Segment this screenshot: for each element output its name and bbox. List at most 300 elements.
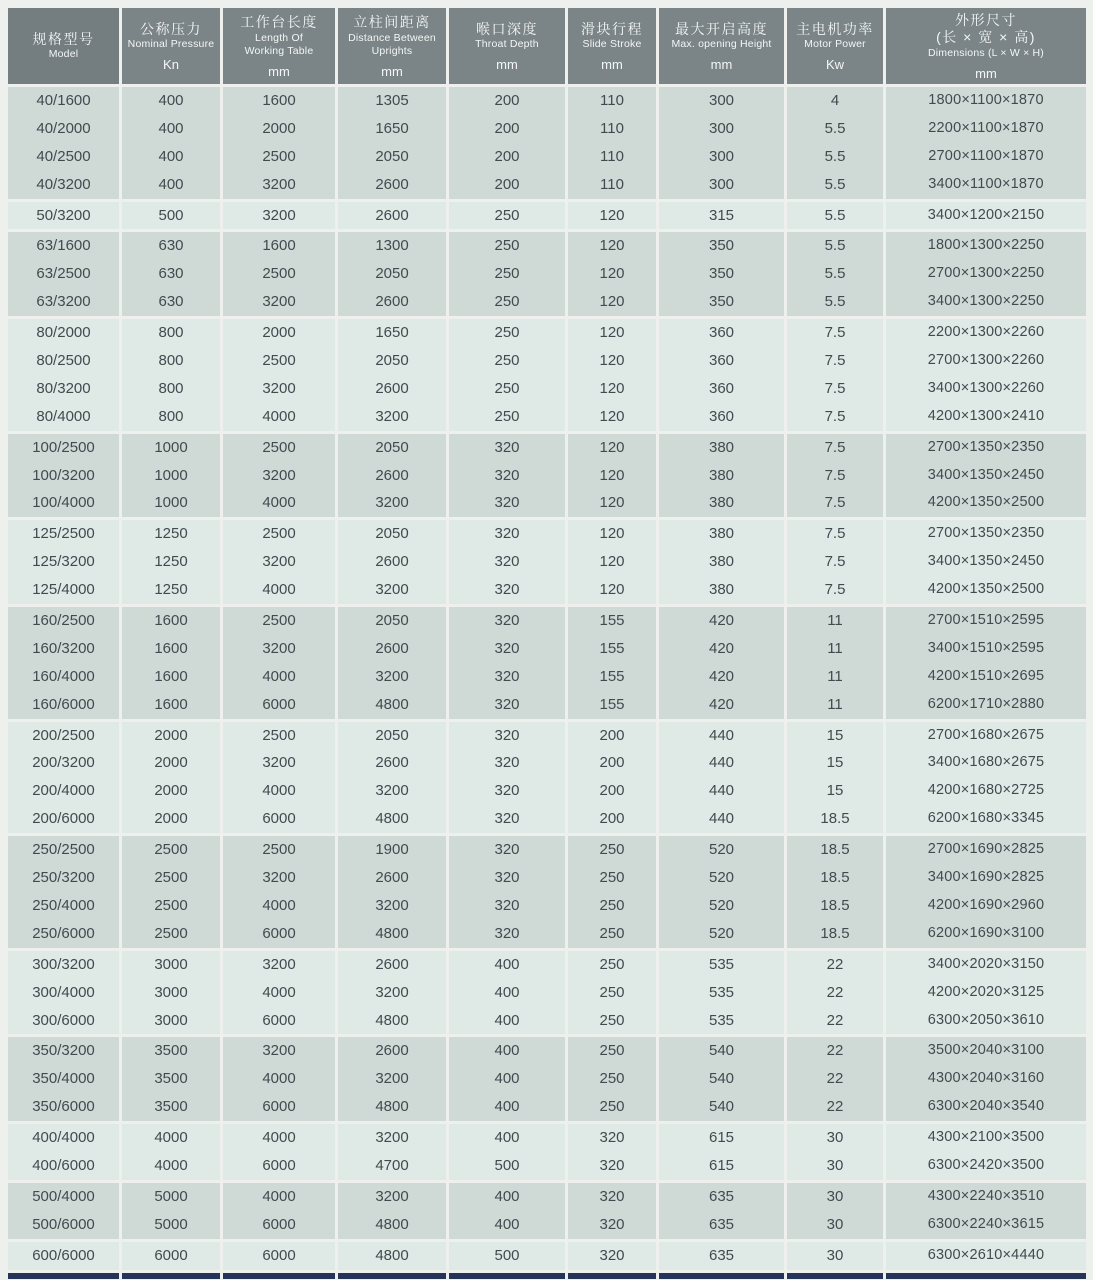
- model-group: [8, 836, 1086, 948]
- model-group: [8, 951, 1086, 1035]
- cell-uprights-distance: 4800: [338, 1093, 446, 1121]
- column-header-slide-stroke: [568, 8, 656, 84]
- cell-max-opening-height: 300: [659, 115, 784, 143]
- cell-dimensions: 4200×2020×3125: [886, 979, 1086, 1007]
- cell-table-length: 6000: [223, 691, 335, 719]
- cell-motor-power: 15: [787, 749, 883, 777]
- cell-model: 500/4000: [8, 1183, 119, 1211]
- cell-max-opening-height: 540: [659, 1093, 784, 1121]
- cell-table-length: 1600: [223, 87, 335, 115]
- cell-dimensions: 2700×1690×2825: [886, 836, 1086, 864]
- cell-dimensions: 4200×1690×2960: [886, 892, 1086, 920]
- column-header-throat-depth-zh: 喉口深度: [476, 20, 538, 37]
- column-header-max-opening-height-zh: 最大开启高度: [675, 20, 768, 37]
- cell-nominal-pressure: 4000: [122, 1152, 220, 1180]
- cell-throat-depth: 320: [449, 920, 565, 948]
- cell-model: 400/6000: [8, 1152, 119, 1180]
- cell-dimensions: 3400×1510×2595: [886, 635, 1086, 663]
- cell-throat-depth: 400: [449, 1093, 565, 1121]
- cell-motor-power: 22: [787, 1007, 883, 1035]
- cell-max-opening-height: 380: [659, 548, 784, 576]
- cell-uprights-distance: 2050: [338, 143, 446, 171]
- cell-slide-stroke: 120: [568, 375, 656, 403]
- cell-motor-power: 22: [787, 1065, 883, 1093]
- column-header-motor-power-en: Motor Power: [804, 38, 866, 51]
- cell-throat-depth: 250: [449, 347, 565, 375]
- model-group: [8, 434, 1086, 518]
- cell-throat-depth: 320: [449, 576, 565, 604]
- cell-motor-power: 5.5: [787, 260, 883, 288]
- cell-table-length: 3200: [223, 635, 335, 663]
- column-header-table-length-en: Length Of: [255, 31, 303, 44]
- cell-model: 200/3200: [8, 749, 119, 777]
- cell-uprights-distance: 2050: [338, 260, 446, 288]
- cell-table-length: 3200: [223, 749, 335, 777]
- cell-max-opening-height: 360: [659, 375, 784, 403]
- cell-uprights-distance: 2600: [338, 635, 446, 663]
- cell-nominal-pressure: 3500: [122, 1037, 220, 1065]
- cell-nominal-pressure: 1000: [122, 434, 220, 462]
- cell-nominal-pressure: 800: [122, 347, 220, 375]
- cell-dimensions: 3400×1300×2260: [886, 375, 1086, 403]
- cell-max-opening-height: 535: [659, 1007, 784, 1035]
- cell-nominal-pressure: 1250: [122, 548, 220, 576]
- column-header-max-opening-height: [659, 8, 784, 84]
- cell-motor-power: 11: [787, 663, 883, 691]
- cell-table-length: 2500: [223, 722, 335, 750]
- cell-dimensions: 6300×2050×3610: [886, 1007, 1086, 1035]
- cell-motor-power: 7.5: [787, 347, 883, 375]
- cell-dimensions: 3500×2040×3100: [886, 1037, 1086, 1065]
- cell-nominal-pressure: 630: [122, 260, 220, 288]
- column-header-nominal-pressure-unit: Kn: [163, 57, 179, 73]
- cell-max-opening-height: 350: [659, 288, 784, 316]
- cell-table-length: 2500: [223, 347, 335, 375]
- cell-throat-depth: 500: [449, 1152, 565, 1180]
- cell-max-opening-height: 440: [659, 805, 784, 833]
- cell-throat-depth: 320: [449, 836, 565, 864]
- bottom-accent-segment: [449, 1273, 565, 1279]
- cell-table-length: 6000: [223, 1152, 335, 1180]
- cell-nominal-pressure: 2500: [122, 892, 220, 920]
- cell-max-opening-height: 350: [659, 260, 784, 288]
- model-group: [8, 722, 1086, 834]
- cell-dimensions: 3400×1350×2450: [886, 462, 1086, 490]
- cell-table-length: 2000: [223, 319, 335, 347]
- cell-model: 350/3200: [8, 1037, 119, 1065]
- cell-throat-depth: 400: [449, 951, 565, 979]
- cell-slide-stroke: 250: [568, 1093, 656, 1121]
- cell-uprights-distance: 3200: [338, 489, 446, 517]
- cell-table-length: 4000: [223, 403, 335, 431]
- cell-table-length: 2500: [223, 607, 335, 635]
- column-header-uprights-distance-zh: 立柱间距离: [353, 14, 431, 31]
- cell-slide-stroke: 200: [568, 722, 656, 750]
- model-group: [8, 520, 1086, 604]
- cell-dimensions: 6300×2240×3615: [886, 1211, 1086, 1239]
- cell-motor-power: 22: [787, 1093, 883, 1121]
- cell-uprights-distance: 1300: [338, 232, 446, 260]
- cell-uprights-distance: 1650: [338, 115, 446, 143]
- cell-table-length: 2500: [223, 520, 335, 548]
- cell-max-opening-height: 635: [659, 1242, 784, 1270]
- column-header-max-opening-height-en: Max. opening Height: [671, 38, 772, 51]
- cell-slide-stroke: 120: [568, 489, 656, 517]
- cell-uprights-distance: 3200: [338, 892, 446, 920]
- cell-nominal-pressure: 2000: [122, 777, 220, 805]
- cell-slide-stroke: 120: [568, 232, 656, 260]
- cell-throat-depth: 320: [449, 462, 565, 490]
- cell-throat-depth: 320: [449, 749, 565, 777]
- cell-motor-power: 5.5: [787, 171, 883, 199]
- cell-max-opening-height: 420: [659, 635, 784, 663]
- cell-motor-power: 18.5: [787, 892, 883, 920]
- cell-throat-depth: 320: [449, 777, 565, 805]
- cell-dimensions: 6200×1690×3100: [886, 920, 1086, 948]
- cell-table-length: 4000: [223, 979, 335, 1007]
- cell-slide-stroke: 200: [568, 777, 656, 805]
- cell-max-opening-height: 380: [659, 576, 784, 604]
- cell-max-opening-height: 380: [659, 462, 784, 490]
- cell-uprights-distance: 2600: [338, 1037, 446, 1065]
- cell-slide-stroke: 120: [568, 434, 656, 462]
- cell-uprights-distance: 2600: [338, 462, 446, 490]
- cell-throat-depth: 200: [449, 87, 565, 115]
- cell-dimensions: 4300×2240×3510: [886, 1183, 1086, 1211]
- cell-nominal-pressure: 1250: [122, 520, 220, 548]
- cell-motor-power: 5.5: [787, 202, 883, 230]
- cell-motor-power: 30: [787, 1211, 883, 1239]
- cell-motor-power: 11: [787, 607, 883, 635]
- model-group: [8, 1183, 1086, 1239]
- model-group: [8, 319, 1086, 431]
- cell-motor-power: 18.5: [787, 920, 883, 948]
- cell-dimensions: 6200×1710×2880: [886, 691, 1086, 719]
- cell-model: 40/1600: [8, 87, 119, 115]
- cell-nominal-pressure: 500: [122, 202, 220, 230]
- column-header-table-length: [223, 8, 335, 84]
- column-header-throat-depth: [449, 8, 565, 84]
- cell-nominal-pressure: 1600: [122, 691, 220, 719]
- cell-dimensions: 2700×1350×2350: [886, 434, 1086, 462]
- cell-motor-power: 4: [787, 87, 883, 115]
- cell-max-opening-height: 540: [659, 1037, 784, 1065]
- cell-max-opening-height: 360: [659, 347, 784, 375]
- cell-dimensions: 3400×1300×2250: [886, 288, 1086, 316]
- cell-dimensions: 4200×1300×2410: [886, 403, 1086, 431]
- cell-uprights-distance: 4800: [338, 1242, 446, 1270]
- cell-throat-depth: 250: [449, 202, 565, 230]
- cell-model: 300/6000: [8, 1007, 119, 1035]
- cell-dimensions: 1800×1300×2250: [886, 232, 1086, 260]
- cell-max-opening-height: 440: [659, 777, 784, 805]
- cell-uprights-distance: 4800: [338, 1211, 446, 1239]
- cell-nominal-pressure: 1600: [122, 663, 220, 691]
- cell-model: 80/2500: [8, 347, 119, 375]
- cell-motor-power: 30: [787, 1242, 883, 1270]
- cell-slide-stroke: 200: [568, 805, 656, 833]
- cell-dimensions: 4200×1680×2725: [886, 777, 1086, 805]
- column-header-motor-power-unit: Kw: [825, 57, 845, 73]
- cell-nominal-pressure: 3000: [122, 979, 220, 1007]
- cell-throat-depth: 320: [449, 691, 565, 719]
- cell-uprights-distance: 2600: [338, 202, 446, 230]
- cell-slide-stroke: 120: [568, 462, 656, 490]
- cell-slide-stroke: 250: [568, 864, 656, 892]
- cell-table-length: 2500: [223, 143, 335, 171]
- cell-throat-depth: 320: [449, 722, 565, 750]
- cell-slide-stroke: 320: [568, 1183, 656, 1211]
- cell-slide-stroke: 120: [568, 347, 656, 375]
- cell-slide-stroke: 250: [568, 920, 656, 948]
- cell-slide-stroke: 320: [568, 1242, 656, 1270]
- column-header-dimensions-unit: mm: [975, 66, 997, 82]
- cell-throat-depth: 250: [449, 260, 565, 288]
- cell-table-length: 4000: [223, 777, 335, 805]
- cell-table-length: 2500: [223, 836, 335, 864]
- cell-nominal-pressure: 1000: [122, 489, 220, 517]
- cell-motor-power: 7.5: [787, 576, 883, 604]
- cell-throat-depth: 400: [449, 1037, 565, 1065]
- cell-model: 400/4000: [8, 1124, 119, 1152]
- cell-dimensions: 1800×1100×1870: [886, 87, 1086, 115]
- cell-motor-power: 18.5: [787, 805, 883, 833]
- cell-dimensions: 3400×1200×2150: [886, 202, 1086, 230]
- cell-max-opening-height: 300: [659, 143, 784, 171]
- model-group: [8, 202, 1086, 230]
- cell-throat-depth: 250: [449, 288, 565, 316]
- cell-slide-stroke: 320: [568, 1124, 656, 1152]
- cell-throat-depth: 320: [449, 663, 565, 691]
- cell-slide-stroke: 250: [568, 1065, 656, 1093]
- cell-slide-stroke: 250: [568, 1007, 656, 1035]
- cell-max-opening-height: 520: [659, 920, 784, 948]
- column-header-slide-stroke-unit: mm: [601, 57, 623, 73]
- bottom-accent-segment: [122, 1273, 220, 1279]
- cell-max-opening-height: 380: [659, 489, 784, 517]
- cell-uprights-distance: 2050: [338, 607, 446, 635]
- cell-table-length: 4000: [223, 892, 335, 920]
- cell-motor-power: 5.5: [787, 288, 883, 316]
- cell-dimensions: 3400×1350×2450: [886, 548, 1086, 576]
- cell-slide-stroke: 250: [568, 951, 656, 979]
- cell-table-length: 3200: [223, 548, 335, 576]
- cell-model: 40/2500: [8, 143, 119, 171]
- column-header-dimensions-en: Dimensions (L × W × H): [927, 46, 1045, 59]
- cell-uprights-distance: 4700: [338, 1152, 446, 1180]
- cell-max-opening-height: 380: [659, 520, 784, 548]
- bottom-accent-segment: [8, 1273, 119, 1279]
- cell-motor-power: 22: [787, 1037, 883, 1065]
- cell-nominal-pressure: 5000: [122, 1211, 220, 1239]
- column-header-model-zh: 规格型号: [32, 30, 95, 47]
- cell-nominal-pressure: 1600: [122, 607, 220, 635]
- column-header-dimensions: [886, 8, 1086, 84]
- cell-max-opening-height: 615: [659, 1124, 784, 1152]
- cell-throat-depth: 250: [449, 319, 565, 347]
- cell-nominal-pressure: 2500: [122, 836, 220, 864]
- cell-uprights-distance: 2600: [338, 375, 446, 403]
- cell-table-length: 2500: [223, 260, 335, 288]
- cell-uprights-distance: 3200: [338, 663, 446, 691]
- cell-nominal-pressure: 3000: [122, 951, 220, 979]
- cell-motor-power: 15: [787, 777, 883, 805]
- cell-model: 63/3200: [8, 288, 119, 316]
- cell-nominal-pressure: 1600: [122, 635, 220, 663]
- bottom-accent-segment: [338, 1273, 446, 1279]
- cell-table-length: 3200: [223, 1037, 335, 1065]
- cell-model: 350/4000: [8, 1065, 119, 1093]
- cell-slide-stroke: 120: [568, 403, 656, 431]
- model-group: [8, 1124, 1086, 1180]
- cell-uprights-distance: 3200: [338, 1183, 446, 1211]
- cell-max-opening-height: 635: [659, 1211, 784, 1239]
- cell-dimensions: 4200×1510×2695: [886, 663, 1086, 691]
- cell-dimensions: 4300×2040×3160: [886, 1065, 1086, 1093]
- cell-dimensions: 2200×1300×2260: [886, 319, 1086, 347]
- model-group: [8, 607, 1086, 719]
- cell-table-length: 4000: [223, 1065, 335, 1093]
- cell-uprights-distance: 4800: [338, 1007, 446, 1035]
- cell-nominal-pressure: 800: [122, 375, 220, 403]
- cell-motor-power: 18.5: [787, 836, 883, 864]
- cell-nominal-pressure: 800: [122, 319, 220, 347]
- cell-motor-power: 15: [787, 722, 883, 750]
- cell-motor-power: 22: [787, 951, 883, 979]
- cell-throat-depth: 320: [449, 434, 565, 462]
- cell-uprights-distance: 1650: [338, 319, 446, 347]
- cell-model: 250/2500: [8, 836, 119, 864]
- cell-max-opening-height: 420: [659, 691, 784, 719]
- cell-uprights-distance: 1900: [338, 836, 446, 864]
- cell-slide-stroke: 155: [568, 663, 656, 691]
- cell-nominal-pressure: 2500: [122, 920, 220, 948]
- cell-model: 80/2000: [8, 319, 119, 347]
- cell-model: 80/3200: [8, 375, 119, 403]
- cell-motor-power: 30: [787, 1152, 883, 1180]
- cell-uprights-distance: 3200: [338, 777, 446, 805]
- cell-model: 250/4000: [8, 892, 119, 920]
- column-header-dimensions-zh: 外形尺寸: [955, 11, 1017, 28]
- cell-dimensions: 6300×2420×3500: [886, 1152, 1086, 1180]
- cell-nominal-pressure: 630: [122, 288, 220, 316]
- column-header-uprights-distance-en2: Uprights: [371, 44, 413, 57]
- cell-max-opening-height: 300: [659, 87, 784, 115]
- cell-motor-power: 5.5: [787, 232, 883, 260]
- cell-slide-stroke: 320: [568, 1152, 656, 1180]
- cell-table-length: 4000: [223, 1183, 335, 1211]
- model-group: [8, 1242, 1086, 1270]
- cell-motor-power: 30: [787, 1183, 883, 1211]
- cell-uprights-distance: 2600: [338, 749, 446, 777]
- cell-dimensions: 6300×2610×4440: [886, 1242, 1086, 1270]
- bottom-accent-segment: [659, 1273, 784, 1279]
- cell-max-opening-height: 440: [659, 749, 784, 777]
- cell-throat-depth: 250: [449, 232, 565, 260]
- cell-nominal-pressure: 630: [122, 232, 220, 260]
- cell-table-length: 6000: [223, 1007, 335, 1035]
- cell-table-length: 1600: [223, 232, 335, 260]
- column-header-nominal-pressure-zh: 公称压力: [140, 20, 202, 37]
- cell-nominal-pressure: 400: [122, 171, 220, 199]
- cell-model: 100/4000: [8, 489, 119, 517]
- cell-table-length: 2500: [223, 434, 335, 462]
- cell-table-length: 4000: [223, 1124, 335, 1152]
- cell-slide-stroke: 250: [568, 1037, 656, 1065]
- column-header-nominal-pressure-en: Nominal Pressure: [127, 38, 215, 51]
- cell-dimensions: 6300×2040×3540: [886, 1093, 1086, 1121]
- cell-slide-stroke: 155: [568, 635, 656, 663]
- cell-throat-depth: 250: [449, 375, 565, 403]
- cell-slide-stroke: 155: [568, 607, 656, 635]
- cell-nominal-pressure: 4000: [122, 1124, 220, 1152]
- cell-motor-power: 7.5: [787, 403, 883, 431]
- cell-motor-power: 11: [787, 635, 883, 663]
- cell-dimensions: 3400×1690×2825: [886, 864, 1086, 892]
- cell-dimensions: 2700×1300×2250: [886, 260, 1086, 288]
- column-header-slide-stroke-zh: 滑块行程: [581, 20, 643, 37]
- cell-throat-depth: 320: [449, 805, 565, 833]
- cell-motor-power: 7.5: [787, 520, 883, 548]
- cell-table-length: 6000: [223, 1211, 335, 1239]
- cell-table-length: 3200: [223, 864, 335, 892]
- cell-model: 200/6000: [8, 805, 119, 833]
- cell-throat-depth: 320: [449, 489, 565, 517]
- cell-model: 160/2500: [8, 607, 119, 635]
- cell-nominal-pressure: 3500: [122, 1093, 220, 1121]
- cell-motor-power: 30: [787, 1124, 883, 1152]
- cell-nominal-pressure: 800: [122, 403, 220, 431]
- cell-max-opening-height: 380: [659, 434, 784, 462]
- cell-table-length: 6000: [223, 1093, 335, 1121]
- cell-max-opening-height: 440: [659, 722, 784, 750]
- cell-model: 125/2500: [8, 520, 119, 548]
- cell-slide-stroke: 200: [568, 749, 656, 777]
- cell-table-length: 6000: [223, 805, 335, 833]
- cell-max-opening-height: 615: [659, 1152, 784, 1180]
- cell-motor-power: 7.5: [787, 434, 883, 462]
- cell-dimensions: 3400×1100×1870: [886, 171, 1086, 199]
- cell-table-length: 6000: [223, 1242, 335, 1270]
- cell-table-length: 6000: [223, 920, 335, 948]
- cell-max-opening-height: 420: [659, 663, 784, 691]
- cell-model: 40/2000: [8, 115, 119, 143]
- cell-uprights-distance: 2050: [338, 347, 446, 375]
- cell-motor-power: 11: [787, 691, 883, 719]
- cell-table-length: 3200: [223, 288, 335, 316]
- column-header-uprights-distance-en: Distance Between: [348, 31, 436, 44]
- cell-model: 160/4000: [8, 663, 119, 691]
- cell-model: 80/4000: [8, 403, 119, 431]
- cell-nominal-pressure: 2000: [122, 722, 220, 750]
- cell-max-opening-height: 315: [659, 202, 784, 230]
- cell-max-opening-height: 360: [659, 403, 784, 431]
- model-group: [8, 232, 1086, 316]
- cell-model: 100/2500: [8, 434, 119, 462]
- cell-motor-power: 5.5: [787, 115, 883, 143]
- cell-nominal-pressure: 400: [122, 115, 220, 143]
- cell-slide-stroke: 110: [568, 143, 656, 171]
- cell-table-length: 4000: [223, 489, 335, 517]
- cell-nominal-pressure: 2000: [122, 805, 220, 833]
- cell-throat-depth: 400: [449, 1065, 565, 1093]
- bottom-accent-segment: [787, 1273, 883, 1279]
- model-group: [8, 87, 1086, 199]
- cell-throat-depth: 500: [449, 1242, 565, 1270]
- cell-uprights-distance: 2050: [338, 434, 446, 462]
- cell-max-opening-height: 635: [659, 1183, 784, 1211]
- cell-motor-power: 18.5: [787, 864, 883, 892]
